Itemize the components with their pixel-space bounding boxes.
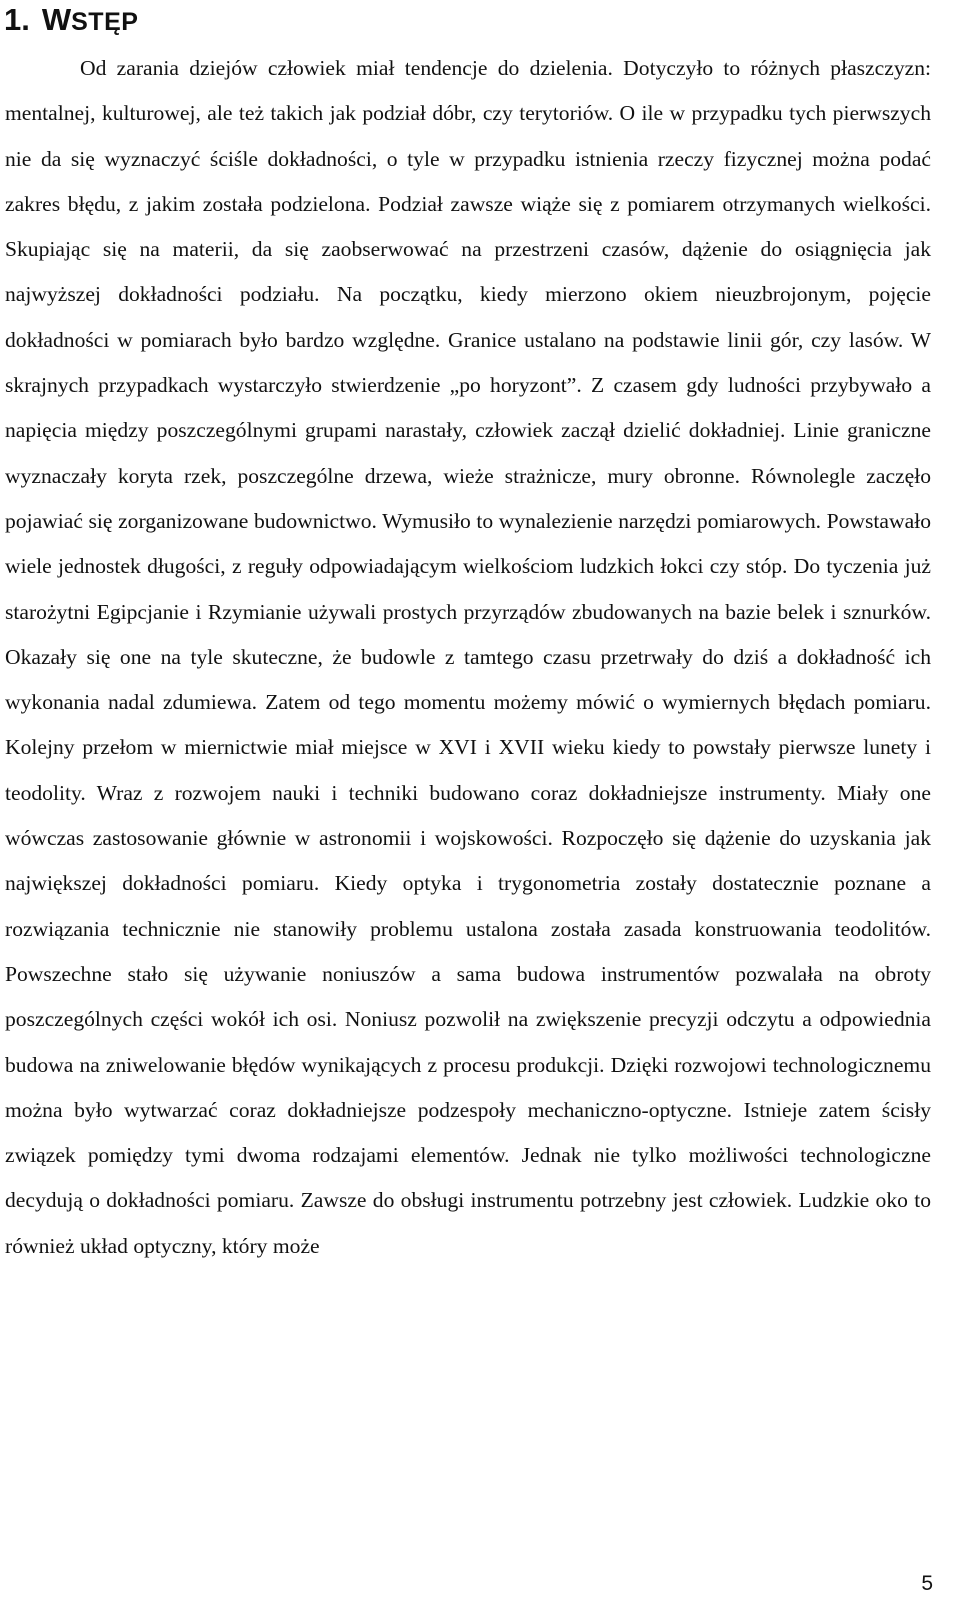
page-number: 5: [921, 1572, 933, 1595]
section-number: 1.: [4, 2, 30, 37]
section-title-rest: STĘP: [71, 8, 139, 36]
section-title-initial: W: [41, 2, 72, 37]
section-heading: [4, 0, 138, 42]
body-paragraph: Od zarania dziejów człowiek miał tendencje do dzielenia. Dotyczyło to różnych płaszczyzn: mentalnej, kulturowej, ale też takich jak podział dóbr, czy terytoriów. O ile w przypadku tych pierwszych nie da się wyznaczyć ściśle dokładności, o tyle w przypadku istnienia rzeczy fizycznej można podać zakres błędu, z jakim została podzielona. Podział zawsze wiąże się z pomiarem otrzymanych wielkości. Skupiając się na materii, da się zaobserwować na przestrzeni czasów, dążenie do osiągnięcia jak najwyższej dokładności podziału. Na początku, kiedy mierzono okiem nieuzbrojonym, pojęcie dokładności w pomiarach było bardzo względne. Granice ustalano na podstawie linii gór, czy lasów. W skrajnych przypadkach wystarczyło stwierdzenie „po horyzont”. Z czasem gdy ludności przybywało a napięcia między poszczególnymi grupami narastały, człowiek zaczął dzielić dokładniej. Linie graniczne wyznaczały koryta rzek, poszczególne drzewa, wieże strażnicze, mury obronne. Równolegle zaczęło pojawiać się zorganizowane budownictwo. Wymusiło to wynalezienie narzędzi pomiarowych. Powstawało wiele jednostek długości, z reguły odpowiadającym wielkościom ludzkich łokci czy stóp. Do tyczenia już starożytni Egipcjanie i Rzymianie używali prostych przyrządów zbudowanych na bazie belek i sznurków. Okazały się one na tyle skuteczne, że budowle z tamtego czasu przetrwały do dziś a dokładność ich wykonania nadal zdumiewa. Zatem od tego momentu możemy mówić o wymiernych błędach pomiaru. Kolejny przełom w miernictwie miał miejsce w XVI i XVII wieku kiedy to powstały pierwsze lunety i teodolity. Wraz z rozwojem nauki i techniki budowano coraz dokładniejsze instrumenty. Miały one wówczas zastosowanie głównie w astronomii i wojskowości. Rozpoczęło się dążenie do uzyskania jak największej dokładności pomiaru. Kiedy optyka i trygonometria zostały dostatecznie poznane a rozwiązania technicznie nie stanowiły problemu ustalona została zasada konstruowania teodolitów. Powszechne stało się używanie noniuszów a sama budowa instrumentów pozwalała na obroty poszczególnych części wokół ich osi. Noniusz pozwolił na zwiększenie precyzji odczytu a odpowiednia budowa na zniwelowanie błędów wynikających z procesu produkcji. Dzięki rozwojowi technologicznemu można było wytwarzać coraz dokładniejsze podzespoły mechaniczno-optyczne. Istnieje zatem ścisły związek pomiędzy tymi dwoma rodzajami elementów. Jednak nie tylko możliwości technologiczne decydują o dokładności pomiaru. Zawsze do obsługi instrumentu potrzebny jest człowiek. Ludzkie oko to również układ optyczny, który może: [5, 56, 931, 1258]
